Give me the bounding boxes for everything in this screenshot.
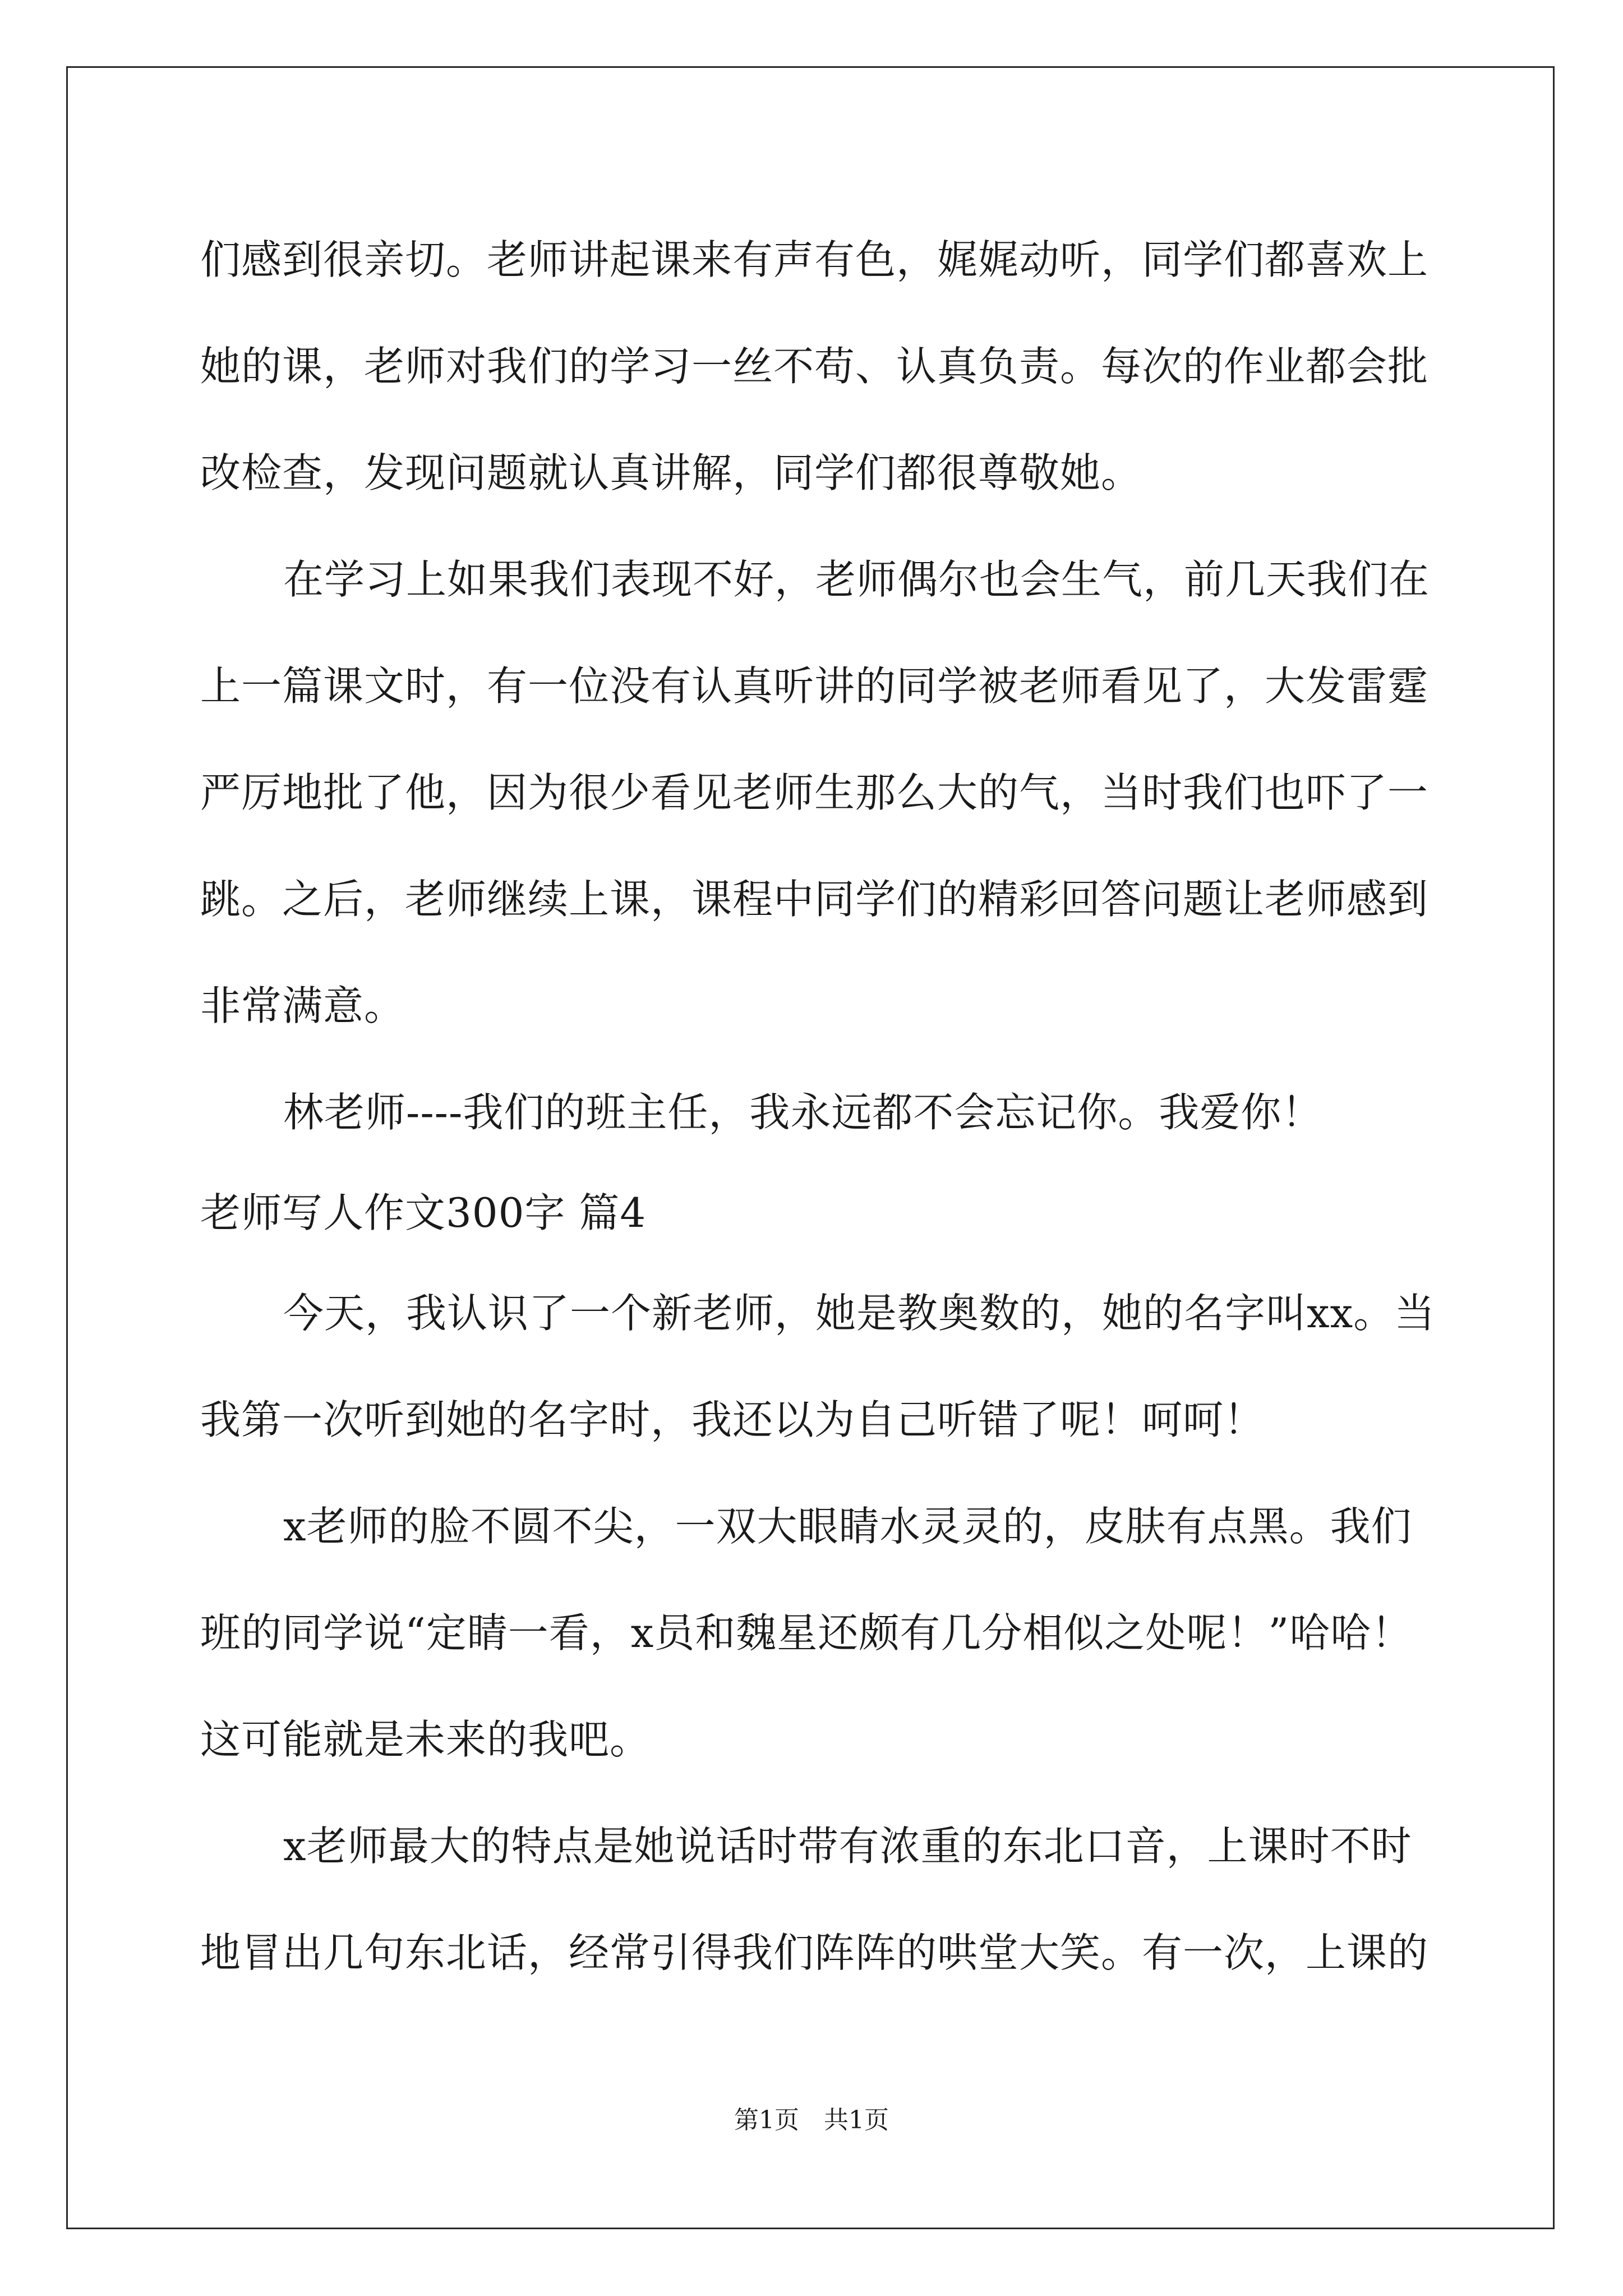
text-line-15: 这可能就是未来的我吧。 <box>200 1716 651 1763</box>
document-body <box>200 206 1451 2006</box>
text-line-2: 她的课，老师对我们的学习一丝不苟、认真负责。每次的作业都会批 <box>200 343 1429 390</box>
text-line-13: x老师的脸不圆不尖，一双大眼睛水灵灵的，皮肤有点黑。我们 <box>283 1503 1412 1550</box>
text-line-4: 在学习上如果我们表现不好，老师偶尔也会生气，前几天我们在 <box>283 556 1430 603</box>
text-line-6: 严厉地批了他，因为很少看见老师生那么大的气，当时我们也吓了一 <box>200 769 1429 816</box>
text-line-16: x老师最大的特点是她说话时带有浓重的东北口音，上课时不时 <box>283 1823 1412 1870</box>
text-line-9: 林老师----我们的班主任，我永远都不会忘记你。我爱你！ <box>283 1089 1323 1136</box>
text-line-17: 地冒出几句东北话，经常引得我们阵阵的哄堂大笑。有一次，上课的 <box>200 1929 1429 1976</box>
text-line-1: 们感到很亲切。老师讲起课来有声有色，娓娓动听，同学们都喜欢上 <box>200 236 1429 283</box>
section-heading: 老师写人作文300字 篇4 <box>200 1189 647 1236</box>
text-line-11: 今天，我认识了一个新老师，她是教奥数的，她的名字叫xx。当 <box>283 1290 1436 1337</box>
text-line-7: 跳。之后，老师继续上课，课程中同学们的精彩回答问题让老师感到 <box>200 876 1429 923</box>
text-line-5: 上一篇课文时，有一位没有认真听讲的同学被老师看见了，大发雷霆 <box>200 662 1429 710</box>
page-number-footer: 第1页 共1页 <box>734 2106 889 2134</box>
text-line-12: 我第一次听到她的名字时，我还以为自己听错了呢！呵呵！ <box>200 1396 1265 1443</box>
text-line-3: 改检查，发现问题就认真讲解，同学们都很尊敬她。 <box>200 449 1142 496</box>
text-line-14: 班的同学说“定睛一看，x员和魏星还颇有几分相似之处呢！”哈哈！ <box>200 1609 1413 1657</box>
text-line-8: 非常满意。 <box>200 982 405 1029</box>
